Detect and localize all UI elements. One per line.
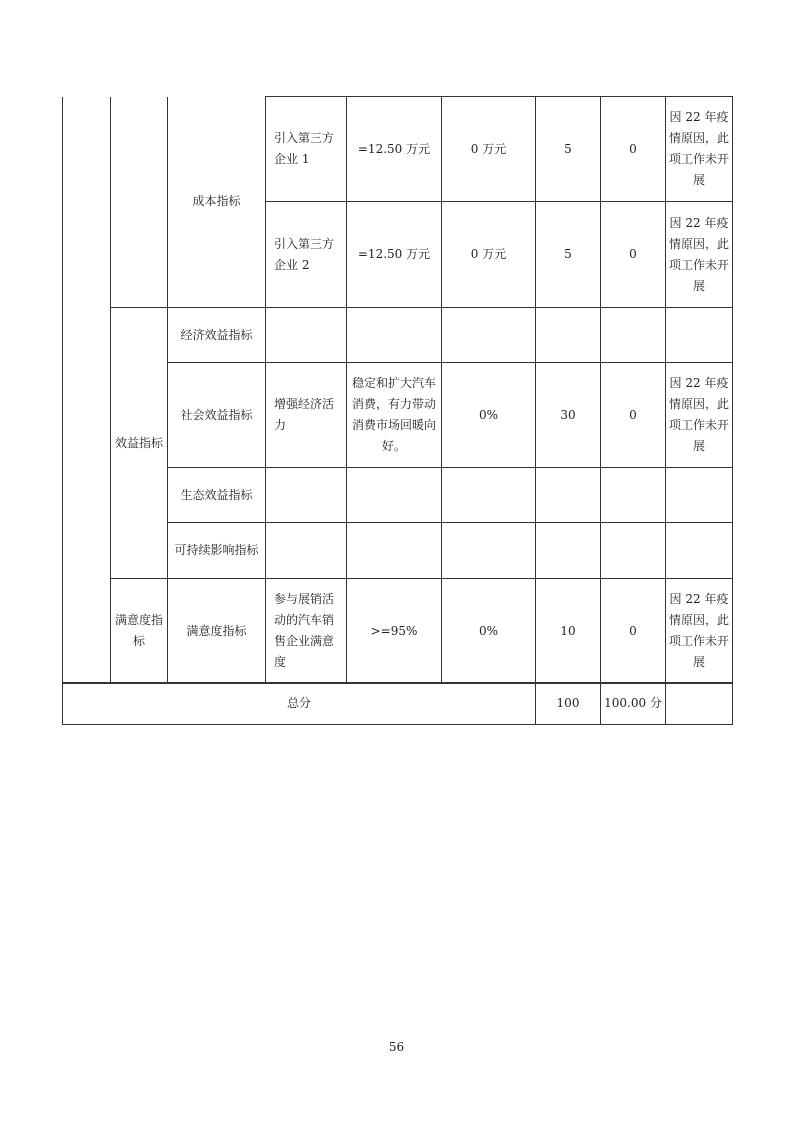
actual-cell: 0% <box>442 579 536 684</box>
remark-cell: 因 22 年疫情原因，此项工作未开展 <box>666 202 733 308</box>
table-row <box>63 97 733 202</box>
indicator-cell: 参与展销活动的汽车销售企业满意度 <box>266 579 347 684</box>
total-row <box>63 683 733 725</box>
level2-cell: 生态效益指标 <box>168 468 266 523</box>
score-cell <box>601 308 666 363</box>
score-cell: 0 <box>601 97 666 202</box>
target-cell <box>347 308 442 363</box>
level1-benefit-cell: 效益指标 <box>111 308 168 579</box>
level1-empty-cell <box>63 97 111 684</box>
target-cell <box>347 523 442 579</box>
indicator-cell: 引入第三方企业 2 <box>266 202 347 308</box>
score-cell: 0 <box>601 363 666 468</box>
weight-cell <box>536 468 601 523</box>
actual-cell: 0 万元 <box>442 202 536 308</box>
weight-cell <box>536 308 601 363</box>
indicator-cell <box>266 308 347 363</box>
level1-satisfaction-cell: 满意度指标 <box>111 579 168 684</box>
actual-cell: 0 万元 <box>442 97 536 202</box>
target-cell: =12.50 万元 <box>347 97 442 202</box>
remark-cell: 因 22 年疫情原因，此项工作未开展 <box>666 579 733 684</box>
indicator-cell: 引入第三方企业 1 <box>266 97 347 202</box>
indicator-cell <box>266 523 347 579</box>
weight-cell: 30 <box>536 363 601 468</box>
remark-cell <box>666 468 733 523</box>
total-table <box>62 682 733 725</box>
remark-cell: 因 22 年疫情原因，此项工作未开展 <box>666 97 733 202</box>
weight-cell <box>536 523 601 579</box>
score-cell: 0 <box>601 579 666 684</box>
score-cell: 0 <box>601 202 666 308</box>
score-cell <box>601 523 666 579</box>
total-remark <box>666 683 733 725</box>
total-weight: 100 <box>536 683 601 725</box>
level1-empty-cell <box>111 97 168 308</box>
level2-cell: 经济效益指标 <box>168 308 266 363</box>
level2-cell: 可持续影响指标 <box>168 523 266 579</box>
target-cell: >=95% <box>347 579 442 684</box>
score-cell <box>601 468 666 523</box>
indicator-cell <box>266 468 347 523</box>
total-label: 总分 <box>63 683 536 725</box>
page-number: 56 <box>388 1040 405 1054</box>
weight-cell: 5 <box>536 97 601 202</box>
remark-cell <box>666 523 733 579</box>
level2-cost-cell: 成本指标 <box>168 97 266 308</box>
target-cell: =12.50 万元 <box>347 202 442 308</box>
weight-cell: 5 <box>536 202 601 308</box>
level2-cell: 社会效益指标 <box>168 363 266 468</box>
level2-cell: 满意度指标 <box>168 579 266 684</box>
weight-cell: 10 <box>536 579 601 684</box>
actual-cell <box>442 308 536 363</box>
performance-table <box>62 96 733 684</box>
table-row <box>63 308 733 363</box>
target-cell: 稳定和扩大汽车消费，有力带动消费市场回暖向好。 <box>347 363 442 468</box>
total-score: 100.00 分 <box>601 683 666 725</box>
remark-cell: 因 22 年疫情原因，此项工作未开展 <box>666 363 733 468</box>
actual-cell <box>442 523 536 579</box>
actual-cell: 0% <box>442 363 536 468</box>
indicator-cell: 增强经济活力 <box>266 363 347 468</box>
remark-cell <box>666 308 733 363</box>
actual-cell <box>442 468 536 523</box>
target-cell <box>347 468 442 523</box>
table-row <box>63 579 733 684</box>
